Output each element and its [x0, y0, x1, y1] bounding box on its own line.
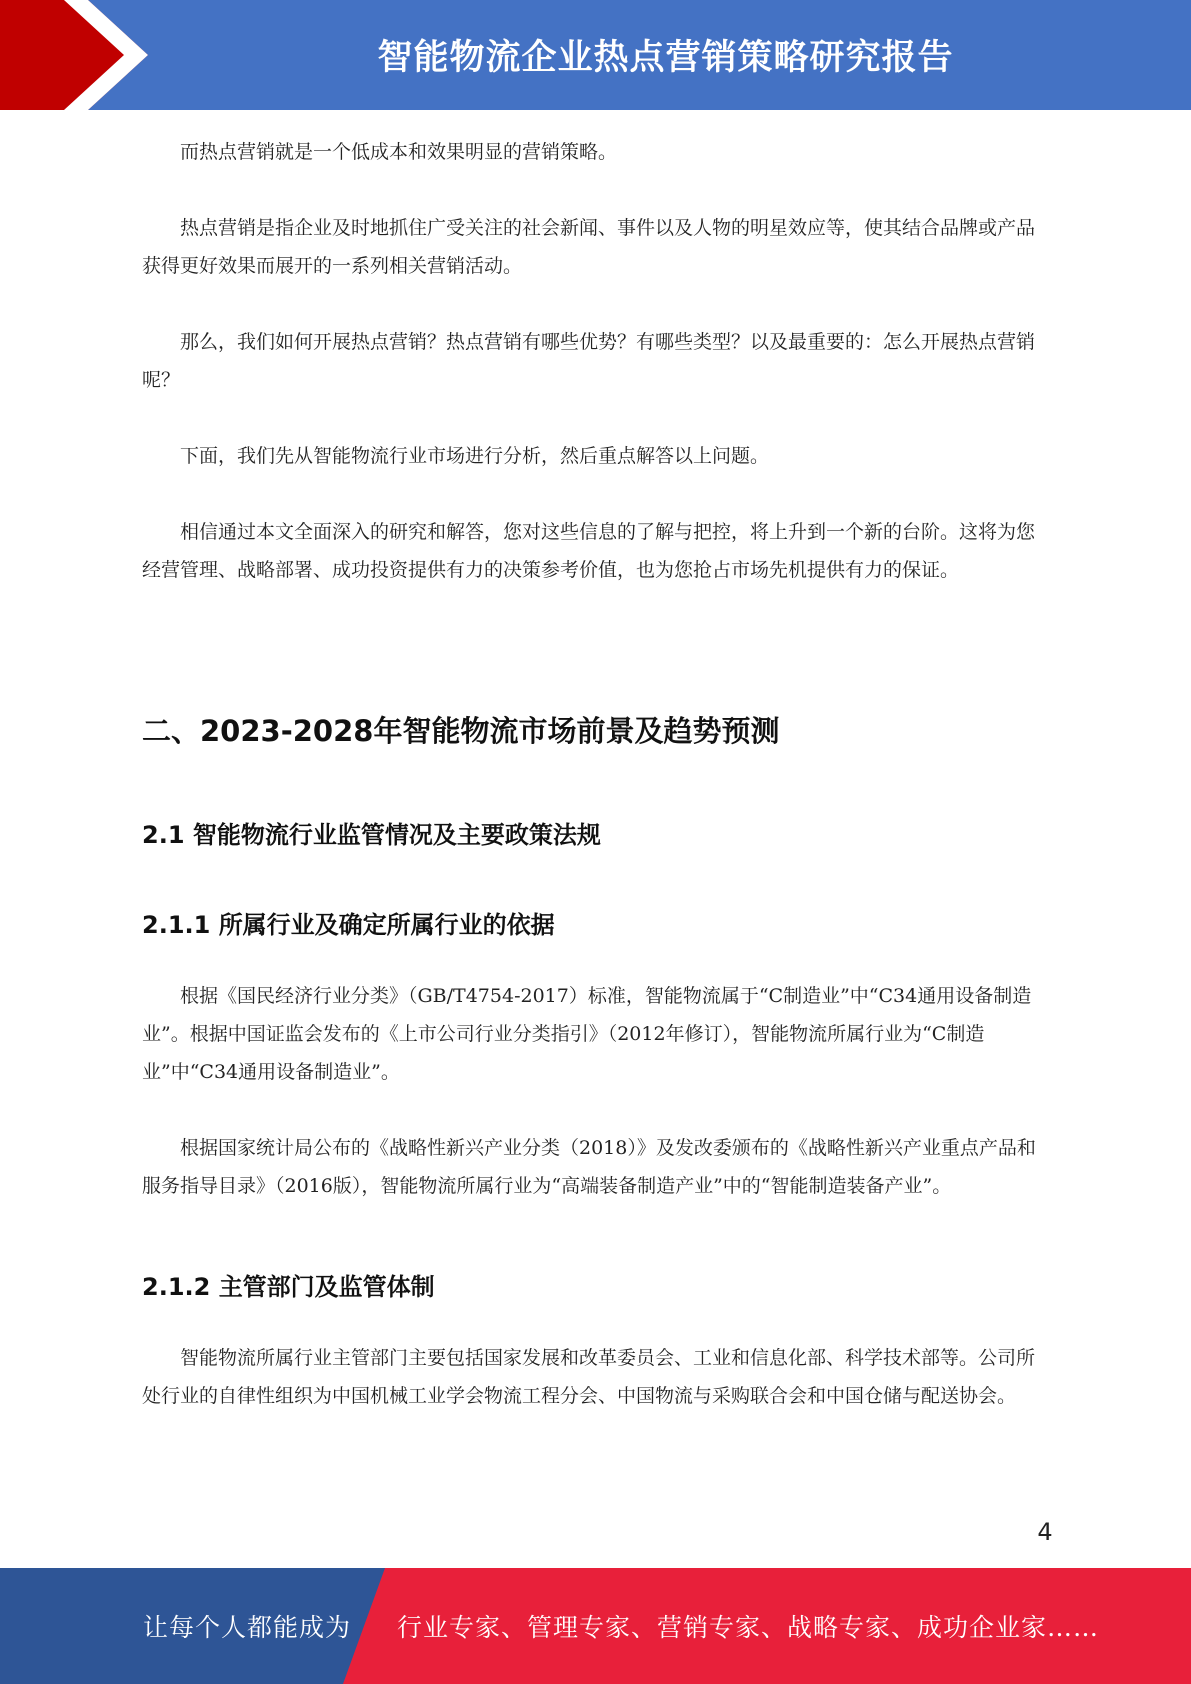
- footer-slogan-left: 让每个人都能成为: [143, 1613, 352, 1642]
- paragraph-2-1-1-b: 根据国家统计局公布的《战略性新兴产业分类（2018）》及发改委颁布的《战略性新兴产业重点产品和服务指导目录》（2016版），智能物流所属行业为“高端装备制造产业”中的“智能制造装备产业”。: [142, 1137, 1036, 1197]
- page-header-bar: [0, 0, 1191, 110]
- subsection-heading-2-1-1: 2.1.1 所属行业及确定所属行业的依据: [142, 911, 555, 939]
- intro-paragraph-5: 相信通过本文全面深入的研究和解答，您对这些信息的了解与把控，将上升到一个新的台阶。这将为您经营管理、战略部署、成功投资提供有力的决策参考价值，也为您抢占市场先机提供有力的保证。: [142, 521, 1036, 581]
- intro-paragraph-3: 那么，我们如何开展热点营销？热点营销有哪些优势？有哪些类型？以及最重要的：怎么开展热点营销呢？: [142, 331, 1036, 391]
- paragraph-2-1-2: 智能物流所属行业主管部门主要包括国家发展和改革委员会、工业和信息化部、科学技术部等。公司所处行业的自律性组织为中国机械工业学会物流工程分会、中国物流与采购联合会和中国仓储与配送协会。: [142, 1347, 1036, 1407]
- intro-paragraph-1: 而热点营销就是一个低成本和效果明显的营销策略。: [180, 141, 618, 163]
- page-footer-banner: [0, 1568, 1191, 1684]
- intro-paragraph-2: 热点营销是指企业及时地抓住广受关注的社会新闻、事件以及人物的明星效应等，使其结合品牌或产品获得更好效果而展开的一系列相关营销活动。: [142, 217, 1036, 277]
- page-number: 4: [1037, 1518, 1053, 1546]
- subsection-heading-2-1-2: 2.1.2 主管部门及监管体制: [142, 1273, 435, 1301]
- intro-paragraph-4: 下面，我们先从智能物流行业市场进行分析，然后重点解答以上问题。: [180, 445, 770, 467]
- header-title: 智能物流企业热点营销策略研究报告: [377, 38, 954, 78]
- section-heading-2: 二、2023-2028年智能物流市场前景及趋势预测: [142, 714, 780, 748]
- subsection-heading-2-1: 2.1 智能物流行业监管情况及主要政策法规: [142, 821, 601, 849]
- header-arrow-decoration: [0, 0, 200, 110]
- paragraph-2-1-1-a: 根据《国民经济行业分类》（GB/T4754-2017）标准，智能物流属于“C制造业”中“C34通用设备制造业”。根据中国证监会发布的《上市公司行业分类指引》（2012年修订），智能物流所属行业为“C制造业”中“C34通用设备制造业”。: [142, 985, 1032, 1083]
- footer-slogan-right: 行业专家、管理专家、营销专家、战略专家、成功企业家……: [397, 1613, 1100, 1642]
